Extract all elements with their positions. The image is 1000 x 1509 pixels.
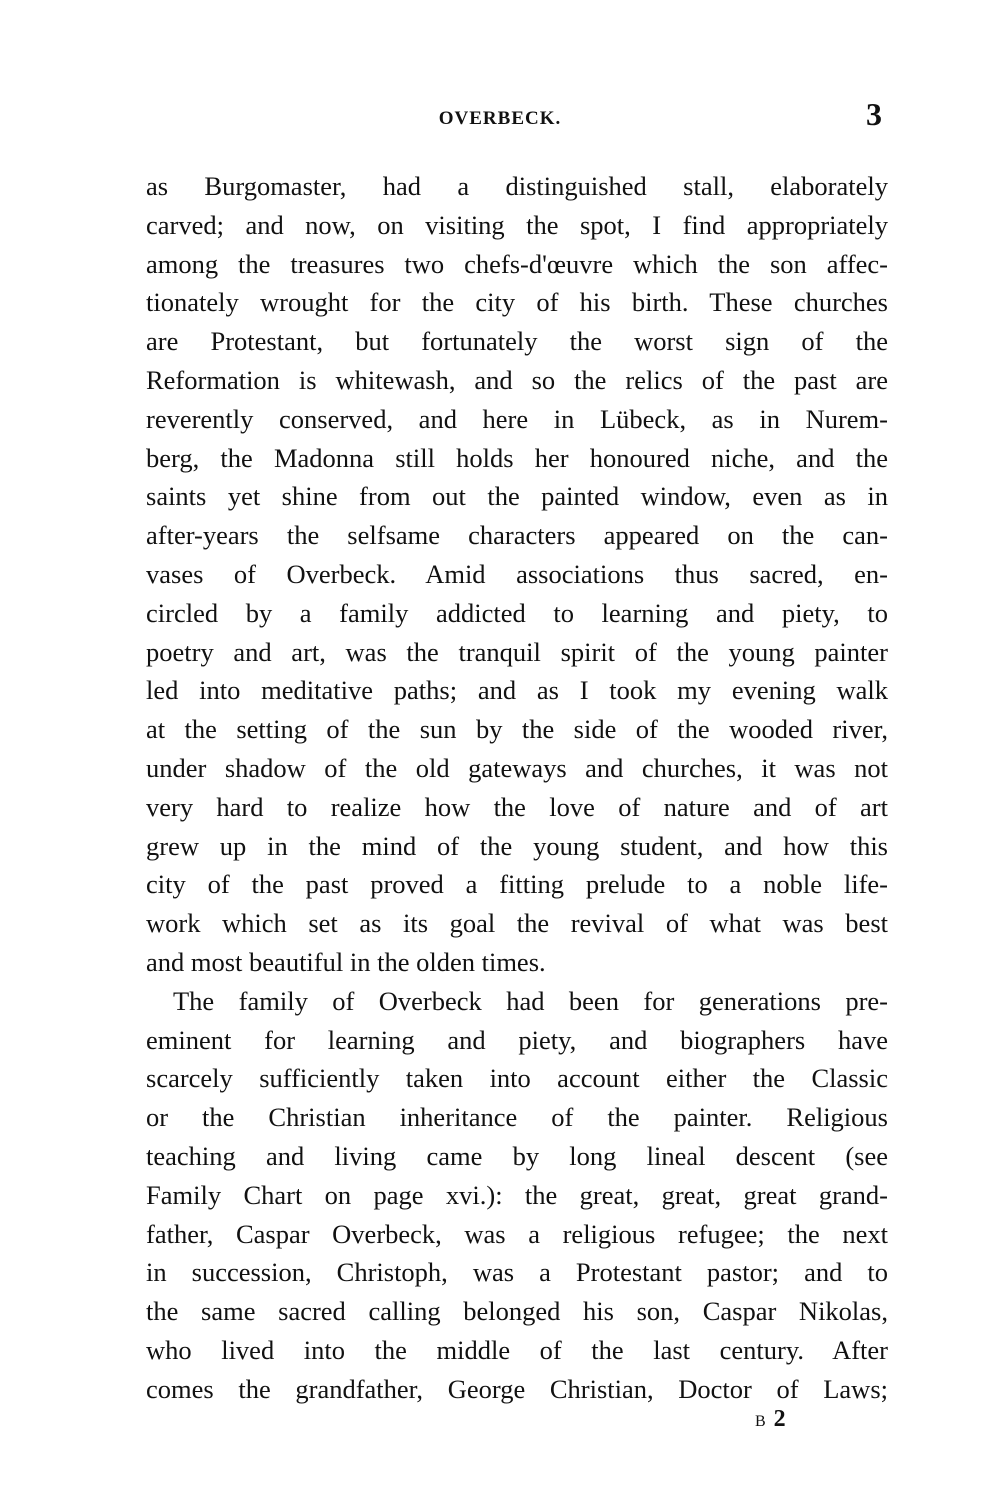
- text-line: after-years the selfsame characters appeared on the can-: [146, 520, 888, 551]
- paragraph: [146, 167, 888, 982]
- text-line: vases of Overbeck. Amid associations thus sacred, en-: [146, 558, 888, 589]
- text-line: among the treasures two chefs-d'œuvre which the son affec-: [146, 248, 888, 279]
- text-line: in succession, Christoph, was a Protestant pastor; and to: [146, 1257, 888, 1288]
- text-line: poetry and art, was the tranquil spirit of the young painter: [146, 636, 888, 667]
- signature-mark: [755, 1406, 786, 1433]
- paragraph: [146, 982, 888, 1409]
- text-line: circled by a family addicted to learning and piety, to: [146, 597, 888, 628]
- signature-letter: B: [755, 1413, 766, 1430]
- text-line: berg, the Madonna still holds her honoured niche, and the: [146, 442, 888, 473]
- text-line: and most beautiful in the olden times.: [146, 946, 546, 977]
- text-line: city of the past proved a fitting prelude to a noble life-: [146, 869, 888, 900]
- text-line: tionately wrought for the city of his birth. These churches: [146, 287, 888, 318]
- text-line: as Burgomaster, had a distinguished stall, elaborately: [146, 171, 888, 201]
- text-line: are Protestant, but fortunately the worst sign of the: [146, 326, 888, 357]
- text-line: or the Christian inheritance of the painter. Religious: [146, 1102, 888, 1133]
- text-line: eminent for learning and piety, and biographers have: [146, 1024, 888, 1055]
- text-line: father, Caspar Overbeck, was a religious refugee; the next: [146, 1218, 888, 1249]
- body-text: [146, 167, 888, 1409]
- text-line: Reformation is whitewash, and so the relics of the past are: [146, 364, 888, 395]
- text-line: comes the grandfather, George Christian, Doctor of Laws;: [146, 1373, 888, 1404]
- text-line: saints yet shine from out the painted window, even as in: [146, 481, 888, 512]
- text-line: the same sacred calling belonged his son, Caspar Nikolas,: [146, 1296, 888, 1327]
- text-line: reverently conserved, and here in Lübeck, as in Nurem-: [146, 403, 888, 434]
- text-line: who lived into the middle of the last century. After: [146, 1334, 888, 1365]
- text-line: Family Chart on page xvi.): the great, great, great grand-: [146, 1179, 888, 1210]
- text-line: scarcely sufficiently taken into account either the Classic: [146, 1063, 888, 1094]
- text-line: work which set as its goal the revival of what was best: [146, 908, 888, 939]
- text-line: teaching and living came by long lineal descent (see: [146, 1140, 888, 1171]
- text-line: grew up in the mind of the young student, and how this: [146, 830, 888, 861]
- text-line: very hard to realize how the love of nature and of art: [146, 791, 888, 822]
- text-line: carved; and now, on visiting the spot, I find appropriately: [146, 209, 888, 240]
- running-header: OVERBECK.: [438, 108, 562, 129]
- text-line: under shadow of the old gateways and churches, it was not: [146, 752, 888, 783]
- text-line: The family of Overbeck had been for generations pre-: [173, 985, 888, 1016]
- text-line: led into meditative paths; and as I took my evening walk: [146, 675, 888, 706]
- signature-number: 2: [773, 1406, 786, 1432]
- text-line: at the setting of the sun by the side of the wooded river,: [146, 714, 888, 745]
- page-number: 3: [866, 96, 882, 132]
